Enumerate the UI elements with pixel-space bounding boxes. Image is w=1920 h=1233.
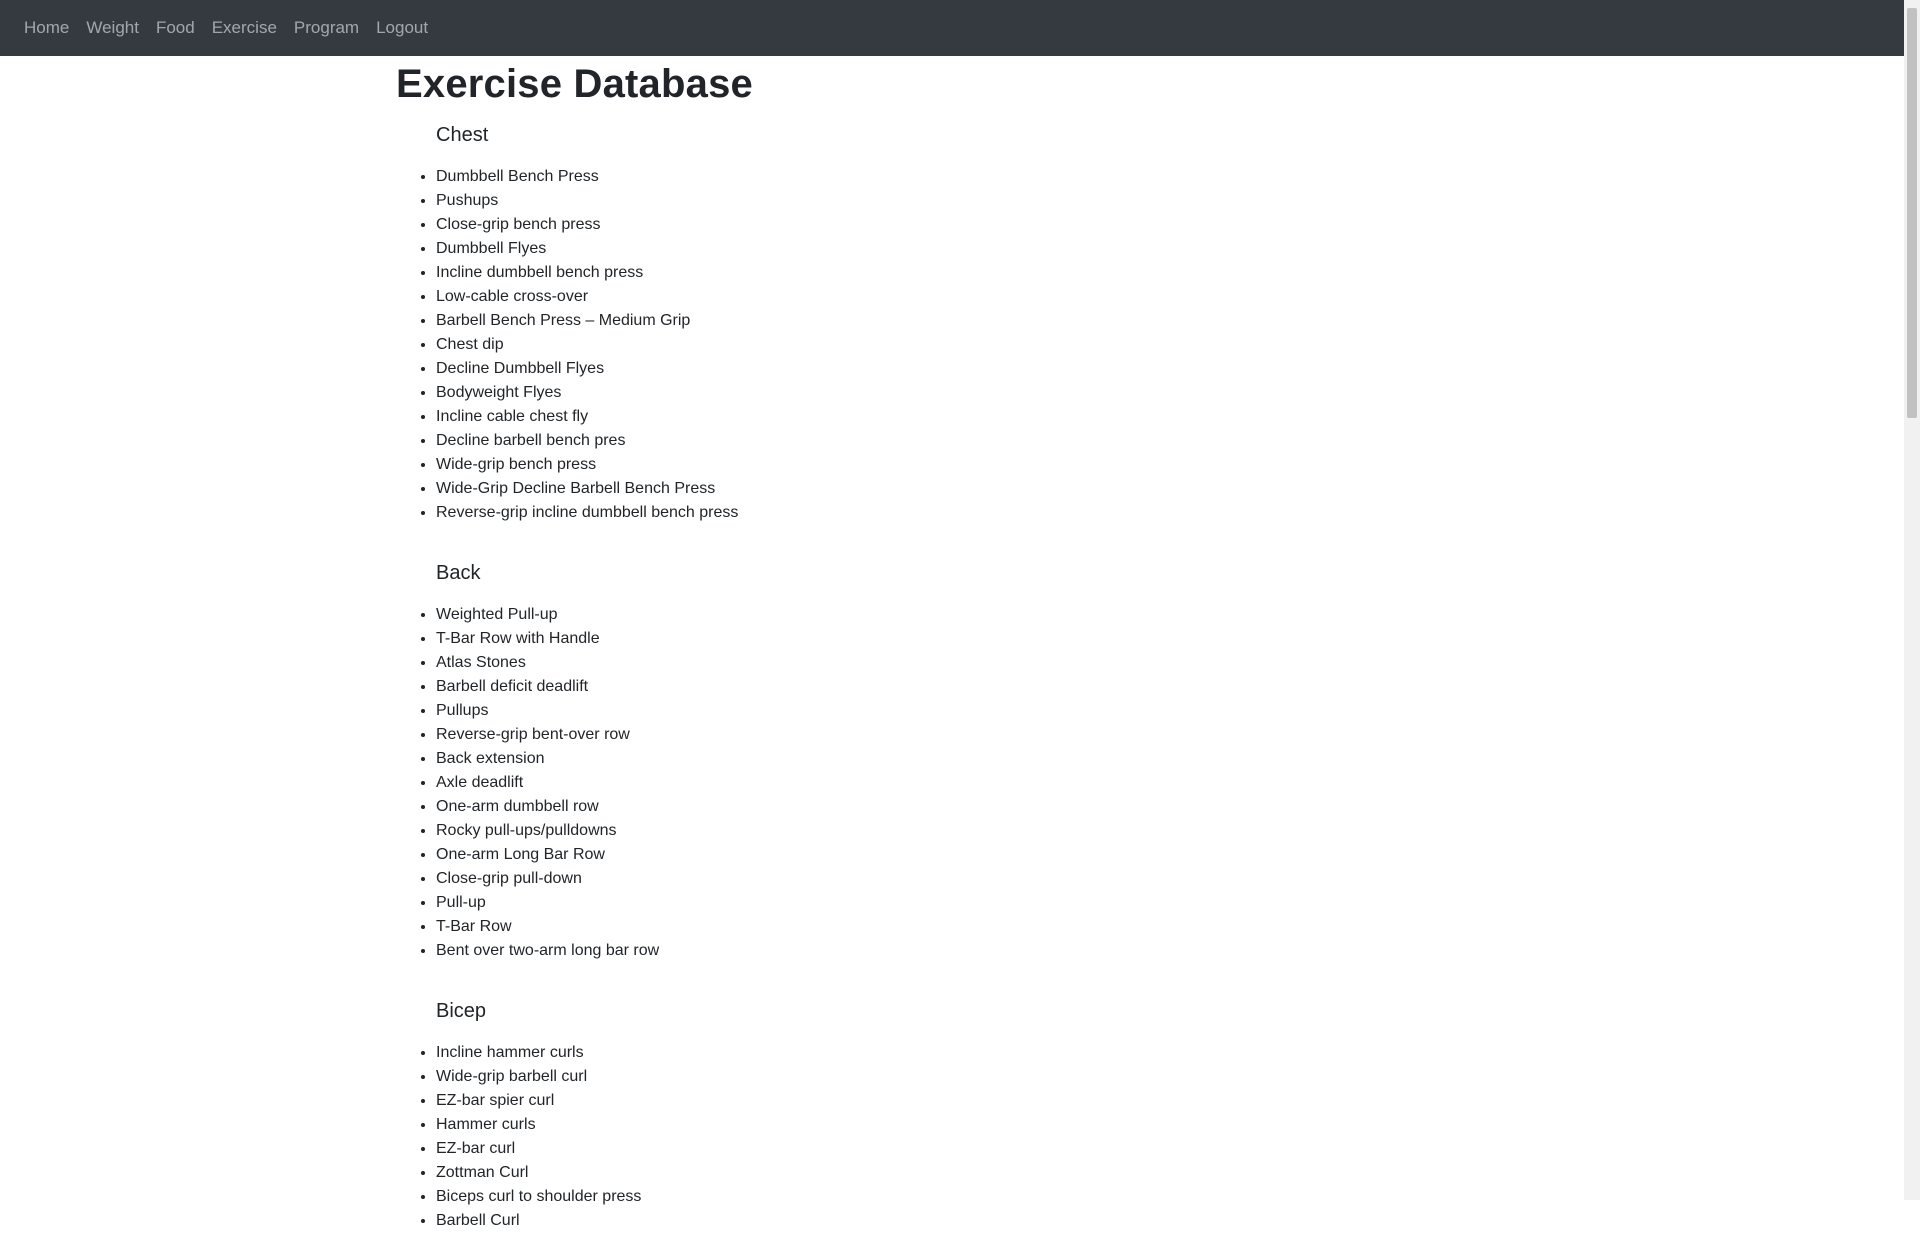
exercise-item: • Wide-Grip Decline Barbell Bench Press bbox=[436, 477, 1516, 501]
exercise-item: • Bent over two-arm long bar row bbox=[436, 939, 1516, 963]
nav-weight-link[interactable]: Weight bbox=[86, 18, 139, 37]
section-back bbox=[396, 559, 1516, 963]
exercise-item: • One-arm Long Bar Row bbox=[436, 843, 1516, 867]
exercise-item: • Chest dip bbox=[436, 333, 1516, 357]
exercise-item: • Low-cable cross-over bbox=[436, 285, 1516, 309]
exercise-item: • Wide-grip bench press bbox=[436, 453, 1516, 477]
main-content bbox=[396, 56, 1516, 1233]
exercise-item: • T-Bar Row with Handle bbox=[436, 627, 1516, 651]
exercise-item: • Zottman Curl bbox=[436, 1161, 1516, 1185]
exercise-item: • Close-grip pull-down bbox=[436, 867, 1516, 891]
exercise-item: • Axle deadlift bbox=[436, 771, 1516, 795]
exercise-item: • Pull-up bbox=[436, 891, 1516, 915]
vertical-scrollbar[interactable] bbox=[1904, 0, 1920, 1200]
exercise-item: • Rocky pull-ups/pulldowns bbox=[436, 819, 1516, 843]
exercise-item: • Incline cable chest fly bbox=[436, 405, 1516, 429]
exercise-item: • Dumbbell Flyes bbox=[436, 237, 1516, 261]
exercise-item: • Decline Dumbbell Flyes bbox=[436, 357, 1516, 381]
exercise-item: • Wide-grip barbell curl bbox=[436, 1065, 1516, 1089]
exercise-item: • Incline hammer curls bbox=[436, 1041, 1516, 1065]
top-navbar bbox=[0, 0, 1904, 56]
exercise-item: • Atlas Stones bbox=[436, 651, 1516, 675]
exercise-item: • Barbell Bench Press – Medium Grip bbox=[436, 309, 1516, 333]
page-title: Exercise Database bbox=[396, 62, 753, 106]
nav-exercise-link[interactable]: Exercise bbox=[211, 18, 277, 37]
nav-home-link[interactable]: Home bbox=[24, 18, 70, 37]
nav-food-link[interactable]: Food bbox=[155, 18, 195, 37]
nav-program-link[interactable]: Program bbox=[293, 18, 360, 37]
exercise-item: • EZ-bar spier curl bbox=[436, 1089, 1516, 1113]
exercise-item: • Barbell deficit deadlift bbox=[436, 675, 1516, 699]
nav-logout-link[interactable]: Logout bbox=[376, 18, 429, 37]
section-title-back: Back bbox=[436, 562, 481, 584]
exercise-item: • Incline dumbbell bench press bbox=[436, 261, 1516, 285]
section-title-chest: Chest bbox=[436, 124, 489, 146]
exercise-item: • Pushups bbox=[436, 189, 1516, 213]
exercise-item: • Back extension bbox=[436, 747, 1516, 771]
exercise-item: • Reverse-grip incline dumbbell bench press bbox=[436, 501, 1516, 525]
exercise-item: • Decline barbell bench pres bbox=[436, 429, 1516, 453]
exercise-item: • Reverse-grip bent-over row bbox=[436, 723, 1516, 747]
exercise-item: • Close-grip bench press bbox=[436, 213, 1516, 237]
exercise-item: • Pullups bbox=[436, 699, 1516, 723]
exercise-item: • Dumbbell Bench Press bbox=[436, 165, 1516, 189]
section-bicep bbox=[396, 997, 1516, 1233]
exercise-list-chest bbox=[396, 165, 1516, 525]
exercise-item: • Hammer curls bbox=[436, 1113, 1516, 1137]
exercise-item: • Weighted Pull-up bbox=[436, 603, 1516, 627]
exercise-list-back bbox=[396, 603, 1516, 963]
exercise-item: • EZ-bar curl bbox=[436, 1137, 1516, 1161]
exercise-item: • T-Bar Row bbox=[436, 915, 1516, 939]
section-chest bbox=[396, 121, 1516, 525]
exercise-list-bicep bbox=[396, 1041, 1516, 1233]
exercise-item: • One-arm dumbbell row bbox=[436, 795, 1516, 819]
exercise-item: • Bodyweight Flyes bbox=[436, 381, 1516, 405]
section-title-bicep: Bicep bbox=[436, 1000, 487, 1022]
exercise-item: • Barbell Curl bbox=[436, 1209, 1516, 1233]
scrollbar-thumb[interactable] bbox=[1907, 8, 1917, 418]
exercise-item: • Biceps curl to shoulder press bbox=[436, 1185, 1516, 1209]
